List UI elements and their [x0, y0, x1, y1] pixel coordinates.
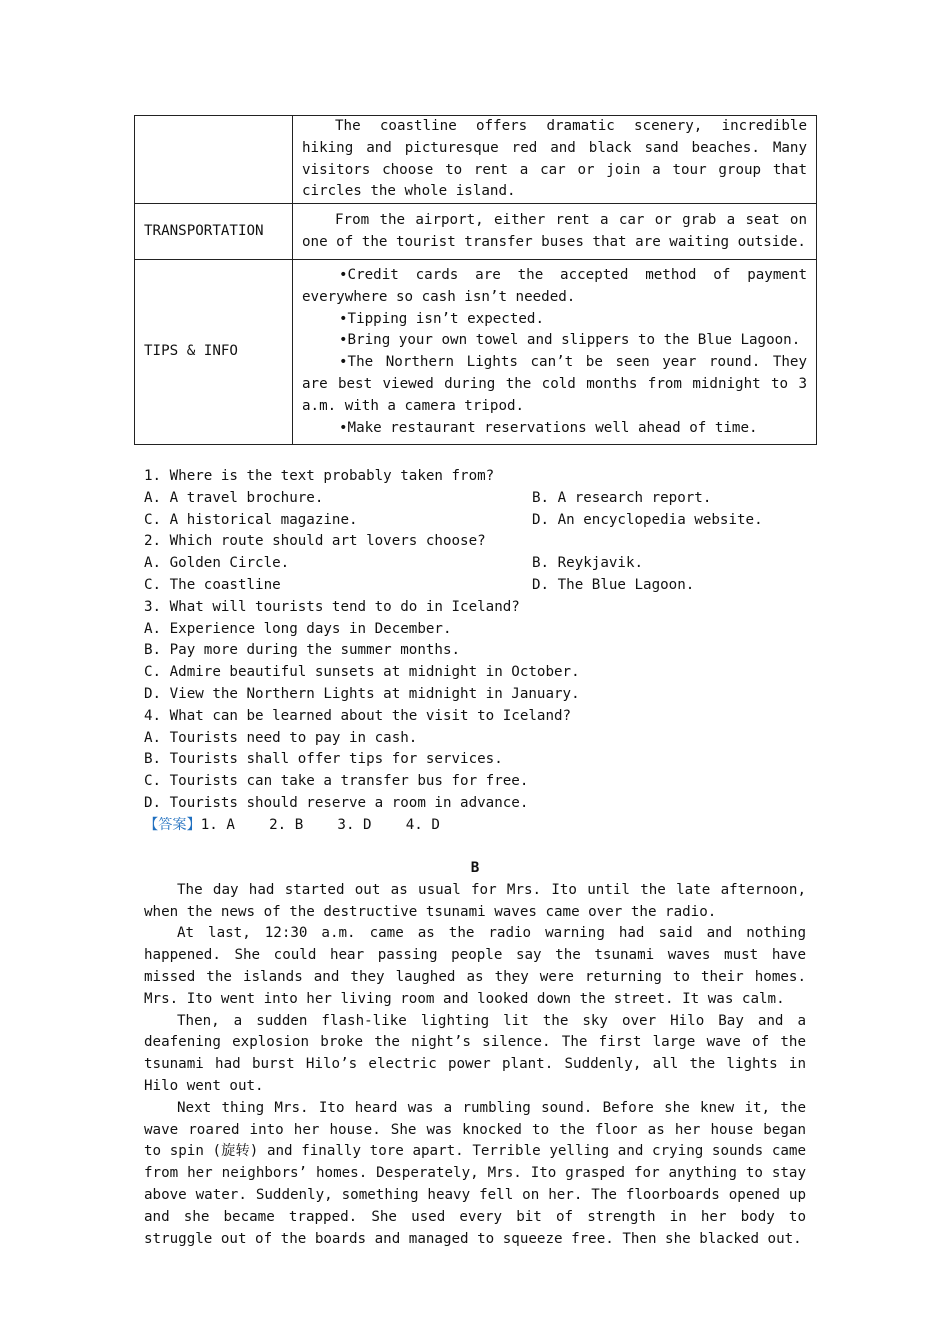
row-content	[293, 116, 817, 204]
option-row	[144, 553, 824, 575]
passage-b	[144, 858, 806, 1250]
option: D. The Blue Lagoon.	[532, 576, 695, 593]
row-label-transportation: TRANSPORTATION	[135, 204, 293, 260]
row-label-tips: TIPS & INFO	[135, 260, 293, 445]
option: D. An encyclopedia website.	[532, 511, 763, 528]
question-stem: 4. What can be learned about the visit to Iceland?	[144, 707, 572, 724]
coastline-paragraph: The coastline offers dramatic scenery, incredible hiking and picturesque red and black sand beaches. Many visitors choose to rent a car or join a tour group that circles the whole island.	[302, 118, 807, 200]
option: C. Tourists can take a transfer bus for free.	[144, 773, 529, 790]
option: D. Tourists should reserve a room in advance.	[144, 794, 529, 811]
tip-bullet: •The Northern Lights can’t be seen year round. They are best viewed during the cold months from midnight to 3 a.m. with a camera tripod.	[302, 354, 807, 414]
table-row	[135, 260, 817, 445]
option: B. Tourists shall offer tips for services.	[144, 751, 503, 768]
row-content	[293, 260, 817, 445]
row-content	[293, 204, 817, 260]
tip-bullet: •Credit cards are the accepted method of payment everywhere so cash isn’t needed.	[302, 267, 807, 305]
option: B. A research report.	[532, 489, 712, 506]
option: A. Tourists need to pay in cash.	[144, 729, 418, 746]
question-stem: 1. Where is the text probably taken from?	[144, 468, 495, 484]
question-stem: 2. Which route should art lovers choose?	[144, 533, 486, 550]
transportation-paragraph: From the airport, either rent a car or grab a seat on one of the tourist transfer buses that are waiting outside.	[302, 211, 807, 250]
option-row	[144, 510, 824, 532]
option: D. View the Northern Lights at midnight in January.	[144, 685, 580, 702]
option: B. Pay more during the summer months.	[144, 642, 461, 659]
tip-bullet: •Bring your own towel and slippers to the Blue Lagoon.	[339, 332, 801, 349]
answer-tag: 【答案】	[144, 816, 201, 833]
table-row	[135, 116, 817, 204]
option: B. Reykjavik.	[532, 555, 644, 572]
questions-section	[144, 466, 824, 837]
passage-paragraph: Then, a sudden flash-like lighting lit the sky over Hilo Bay and a deafening explosion broke the night’s silence. The first large wave of the tsunami had burst Hilo’s electric power plant. Suddenly, all the lights in Hilo went out.	[144, 1012, 806, 1094]
answer-text: 1. A 2. B 3. D 4. D	[200, 816, 440, 833]
tip-bullet: •Tipping isn’t expected.	[339, 310, 544, 327]
section-heading: B	[470, 860, 480, 876]
option: C. A historical magazine.	[144, 511, 358, 528]
passage-paragraph: The day had started out as usual for Mrs. Ito until the late afternoon, when the news of the destructive tsunami waves came over the radio.	[144, 881, 806, 920]
option: C. Admire beautiful sunsets at midnight in October.	[144, 664, 580, 681]
answer-line	[144, 815, 824, 837]
passage-paragraph: Next thing Mrs. Ito heard was a rumbling sound. Before she knew it, the wave roared into her house. She was knocked to the floor as her house began to spin (旋转) and finally tore apart. Terrible yelling and crying sounds came from her neighbors’ homes. Desperately, Mrs. Ito grasped for anything to stay above water. Suddenly, something heavy fell on her. The floorboards opened up and she became trapped. She used every bit of strength in her body to struggle out of the boards and managed to squeeze free. Then she blacked out.	[144, 1099, 806, 1247]
passage-paragraph: At last, 12:30 a.m. came as the radio warning had said and nothing happened. She could hear passing people say the tsunami waves must have missed the islands and they laughed as they were returning to their homes. Mrs. Ito went into her living room and looked down the street. It was calm.	[144, 925, 806, 1007]
iceland-info-table	[134, 115, 817, 445]
question-stem: 3. What will tourists tend to do in Iceland?	[144, 598, 520, 615]
option-row	[144, 575, 824, 597]
option: A. Experience long days in December.	[144, 620, 452, 637]
row-label	[135, 116, 293, 204]
tip-bullet: •Make restaurant reservations well ahead of time.	[339, 419, 758, 436]
option: C. The coastline	[144, 576, 281, 593]
table-row	[135, 204, 817, 260]
option: A. Golden Circle.	[144, 555, 290, 572]
option-row	[144, 488, 824, 510]
option: A. A travel brochure.	[144, 489, 324, 506]
